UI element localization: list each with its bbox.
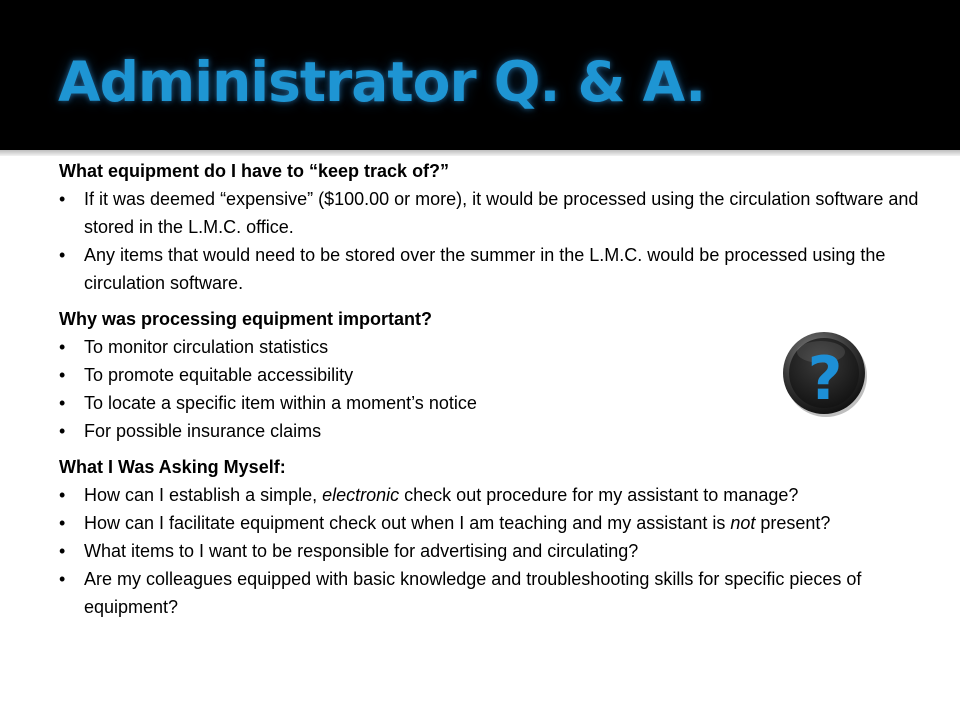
bullet-item: • For possible insurance claims [59,417,939,445]
bullet-item: • Any items that would need to be stored over the summer in the L.M.C. would be processed using the circulation software. [59,241,939,297]
section-equipment [59,157,939,297]
bullet-item: • To locate a specific item within a moment’s notice [59,389,939,417]
title-bar [0,0,960,150]
emphasis-text: electronic [322,485,400,505]
bullet-item: • How can I facilitate equipment check out when I am teaching and my assistant is not present? [59,509,939,537]
title-divider [0,150,960,156]
section-heading: What I Was Asking Myself: [59,457,286,477]
section-heading: What equipment do I have to “keep track of?” [59,161,450,181]
emphasis-text: not [730,513,756,533]
bullet-item: • To promote equitable accessibility [59,361,939,389]
question-mark-icon [781,330,869,418]
bullet-item: • Are my colleagues equipped with basic knowledge and troubleshooting skills for specific pieces of equipment? [59,565,939,621]
bullet-item: • How can I establish a simple, electronic check out procedure for my assistant to manage? [59,481,939,509]
bullet-item: • To monitor circulation statistics [59,333,939,361]
section-heading: Why was processing equipment important? [59,309,433,329]
bullet-item: • If it was deemed “expensive” ($100.00 or more), it would be processed using the circulation software and stored in the L.M.C. office. [59,185,939,241]
question-glyph: ? [807,344,843,414]
bullet-list [59,481,939,621]
bullet-list [59,185,939,297]
slide-title: Administrator Q. & A. [58,50,706,114]
section-questions [59,453,939,621]
bullet-item: • What items to I want to be responsible for advertising and circulating? [59,537,939,565]
